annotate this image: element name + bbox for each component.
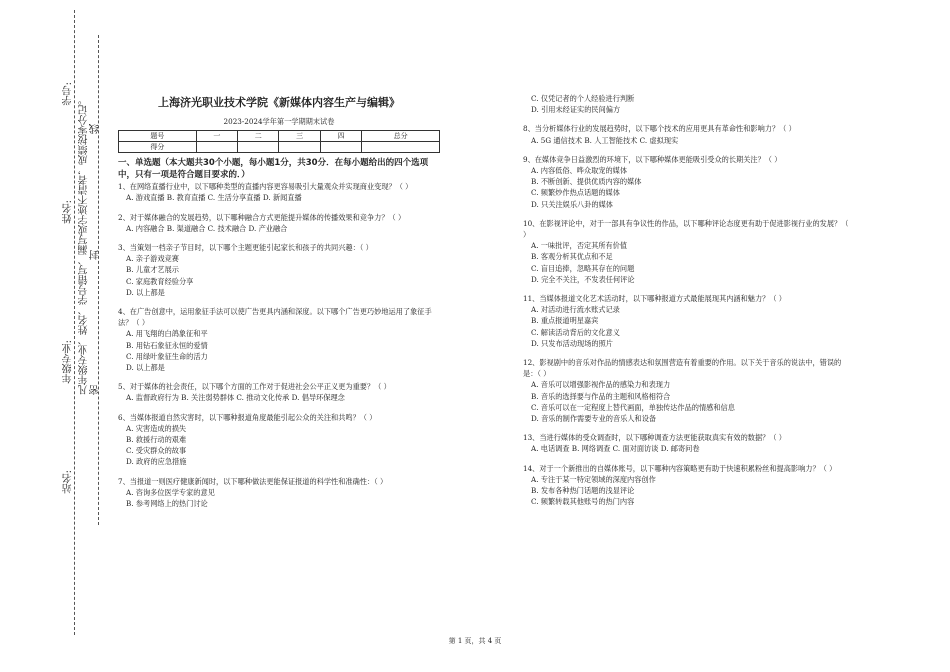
score-header-row — [119, 131, 440, 142]
question-option: B. 不断创新、提供优质内容的媒体 — [531, 177, 642, 187]
question — [118, 242, 440, 298]
question — [118, 381, 440, 403]
question-option: B. 音乐的选择要与作品的主题和风格相符合 — [531, 391, 671, 401]
question — [523, 123, 853, 145]
score-cell: 三 — [279, 131, 320, 142]
question-stem: 9、在媒体竞争日益激烈的环境下，以下哪种媒体更能吸引受众的长期关注？（ ） — [523, 154, 782, 164]
student-id-label: 学号: — [63, 82, 74, 106]
question-option: A. 游戏直播 B. 教育直播 C. 生活分享直播 D. 新闻直播 — [126, 193, 302, 203]
question-stem: 8、当分析媒体行业的发展趋势时，以下哪个技术的应用更具有革命性和影响力？（ ） — [523, 124, 796, 134]
question-option: B. 发布各种热门话题的浅显评论 — [531, 486, 635, 496]
question-list — [118, 181, 440, 509]
score-cell: 总分 — [362, 131, 440, 142]
question-option: B. 参考网络上的热门讨论 — [126, 499, 208, 509]
question-option: D. 音乐的制作需要专业的音乐人和设备 — [531, 414, 657, 424]
binding-line-right — [98, 35, 99, 525]
score-value-row — [119, 142, 440, 153]
score-cell: 二 — [238, 131, 279, 142]
question-stem: 10、在影视评论中，对于一部具有争议性的作品，以下哪种评论态度更有助于促进影视行业的发展？（ ） — [523, 218, 849, 240]
score-cell — [320, 142, 361, 153]
question-stem: 5、对于媒体的社会责任，以下哪个方面的工作对于促进社会公平正义更为重要？（ ） — [118, 382, 391, 392]
score-cell — [196, 142, 237, 153]
question-option: A. 5G 通信技术 B. 人工智能技术 C. 虚拟现实 — [531, 135, 679, 145]
question-option: B. 救援行动的艰难 — [126, 435, 187, 445]
question-option: C. 用绿叶象征生命的活力 — [126, 351, 208, 361]
question — [523, 432, 853, 454]
question-option: A. 专注于某一特定领域的深度内容创作 — [531, 474, 656, 484]
question-option: D. 以上都是 — [126, 287, 165, 297]
question-option: C. 受灾群众的故事 — [126, 446, 187, 456]
question-option: D. 只发布活动现场的照片 — [531, 338, 613, 348]
question — [523, 154, 853, 210]
question-option: A. 亲子游戏竞赛 — [126, 254, 179, 264]
score-cell: 四 — [320, 131, 361, 142]
exam-term: 2023-2024学年第一学期期末试卷 — [223, 117, 335, 126]
question — [523, 218, 853, 285]
page-footer: 第 1 页，共 4 页 — [448, 637, 502, 645]
question — [118, 306, 440, 373]
question-option: B. 用钻石象征永恒的爱情 — [126, 340, 208, 350]
grade-major-label: 年级专业: — [63, 340, 74, 384]
section-title: 一、单选题（本大题共30个小题，每小题1分，共30分．在每小题给出的四个选项中，只有一项是符合题目要求的．） — [118, 158, 429, 181]
score-table — [118, 130, 440, 153]
question-stem: 7、当报道一则医疗健康新闻时，以下哪种做法更能保证报道的科学性和准确性：（ ） — [118, 476, 388, 486]
seal-mark: 密 — [90, 385, 101, 395]
question-option: C. 解读活动背后的文化意义 — [531, 327, 620, 337]
score-cell: 得分 — [119, 142, 197, 153]
question-option: D. 完全不关注，不发表任何评论 — [531, 274, 635, 284]
line-mark: 线 — [90, 124, 101, 134]
question-option: D. 以上都是 — [126, 363, 165, 373]
binding-instruction: 凡年级专业、姓名、学号错写、漏写或字迹不清者，成绩按零分记。 — [79, 95, 90, 395]
right-column — [523, 93, 853, 508]
question-stem: 14、对于一个新推出的自媒体账号，以下哪种内容策略更有助于快速积累粉丝和提高影响力？（ ） — [523, 463, 837, 473]
fold-mark: 封 — [90, 250, 101, 260]
question-option: A. 咨询多位医学专家的意见 — [126, 487, 215, 497]
name-label: 姓名: — [63, 200, 74, 224]
question-option: C. 家庭教育经验分享 — [126, 276, 194, 286]
question — [523, 357, 853, 424]
question-option: B. 儿童才艺展示 — [126, 265, 179, 275]
question-option: C. 仅凭记者的个人经验进行判断 — [531, 94, 635, 103]
question-stem: 6、当媒体报道自然灾害时，以下哪种报道角度最能引起公众的关注和共鸣？（ ） — [118, 412, 377, 422]
question — [118, 476, 440, 510]
question-stem: 3、当策划一档亲子节目时，以下哪个主题更能引起家长和孩子的共同兴趣：（ ） — [118, 243, 373, 253]
question-option: A. 内容融合 B. 渠道融合 C. 技术融合 D. 产业融合 — [126, 223, 288, 233]
score-cell: 题号 — [119, 131, 197, 142]
score-cell: 一 — [196, 131, 237, 142]
question-option: A. 电话调查 B. 网络调查 C. 面对面访谈 D. 邮寄问卷 — [531, 444, 700, 454]
question — [118, 181, 440, 203]
left-column — [118, 96, 440, 509]
question-list — [523, 93, 853, 508]
question — [118, 212, 440, 234]
exam-title: 上海济光职业技术学院《新媒体内容生产与编辑》 — [158, 96, 400, 109]
question-stem: 11、当媒体报道文化艺术活动时，以下哪种报道方式最能展现其内涵和魅力？（ ） — [523, 294, 786, 304]
question-option: D. 只关注娱乐八卦的媒体 — [531, 199, 613, 209]
question — [523, 93, 853, 115]
score-cell — [279, 142, 320, 153]
question-option: C. 频繁炒作热点话题的媒体 — [531, 188, 620, 198]
question-option: B. 重点报道明星嘉宾 — [531, 316, 599, 326]
question-option: C. 频繁转载其他账号的热门内容 — [531, 497, 635, 507]
question-option: A. 灾害造成的损失 — [126, 423, 187, 433]
question-option: A. 音乐可以增强影视作品的感染力和表现力 — [531, 380, 671, 390]
question-option: D. 引用未经证实的民间偏方 — [531, 105, 621, 115]
question-option: A. 对活动进行流水账式记录 — [531, 305, 620, 315]
question-stem: 13、当进行媒体的受众调查时，以下哪种调查方法更能获取真实有效的数据？（ ） — [523, 433, 786, 443]
center-label: 站名: — [63, 470, 74, 494]
question-stem: 1、在网络直播行业中，以下哪种类型的直播内容更容易吸引大量观众并实现商业变现？（ ） — [118, 182, 413, 192]
question-option: A. 监督政府行为 B. 关注弱势群体 C. 推动文化传承 D. 倡导环保理念 — [126, 393, 345, 403]
question-option: A. 用飞翔的白鸽象征和平 — [126, 329, 208, 339]
question-stem: 12、影视剧中的音乐对作品的情感表达和氛围营造有着重要的作用。以下关于音乐的说法中，错误的是：（ ） — [523, 358, 842, 379]
binding-line-left — [74, 10, 75, 635]
question-stem: 2、对于媒体融合的发展趋势，以下哪种融合方式更能提升媒体的传播效果和竞争力？（ ） — [118, 212, 406, 222]
question — [118, 412, 440, 468]
question-option: D. 政府的应急措施 — [126, 457, 187, 467]
question-option: A. 一味批评，否定其所有价值 — [531, 241, 628, 251]
question-option: A. 内容低俗、哗众取宠的媒体 — [531, 166, 628, 176]
question-option: B. 客观分析其优点和不足 — [531, 252, 613, 262]
score-cell — [362, 142, 440, 153]
question-stem: 4、在广告创意中，运用象征手法可以使广告更具内涵和深度。以下哪个广告更巧妙地运用了象征手法？（ ） — [118, 307, 432, 328]
question-option: C. 盲目追捧，忽略其存在的问题 — [531, 263, 635, 273]
question — [523, 463, 853, 508]
question — [523, 293, 853, 349]
question-option: C. 音乐可以在一定程度上替代画面，单独传达作品的情感和信息 — [531, 402, 735, 412]
score-cell — [238, 142, 279, 153]
